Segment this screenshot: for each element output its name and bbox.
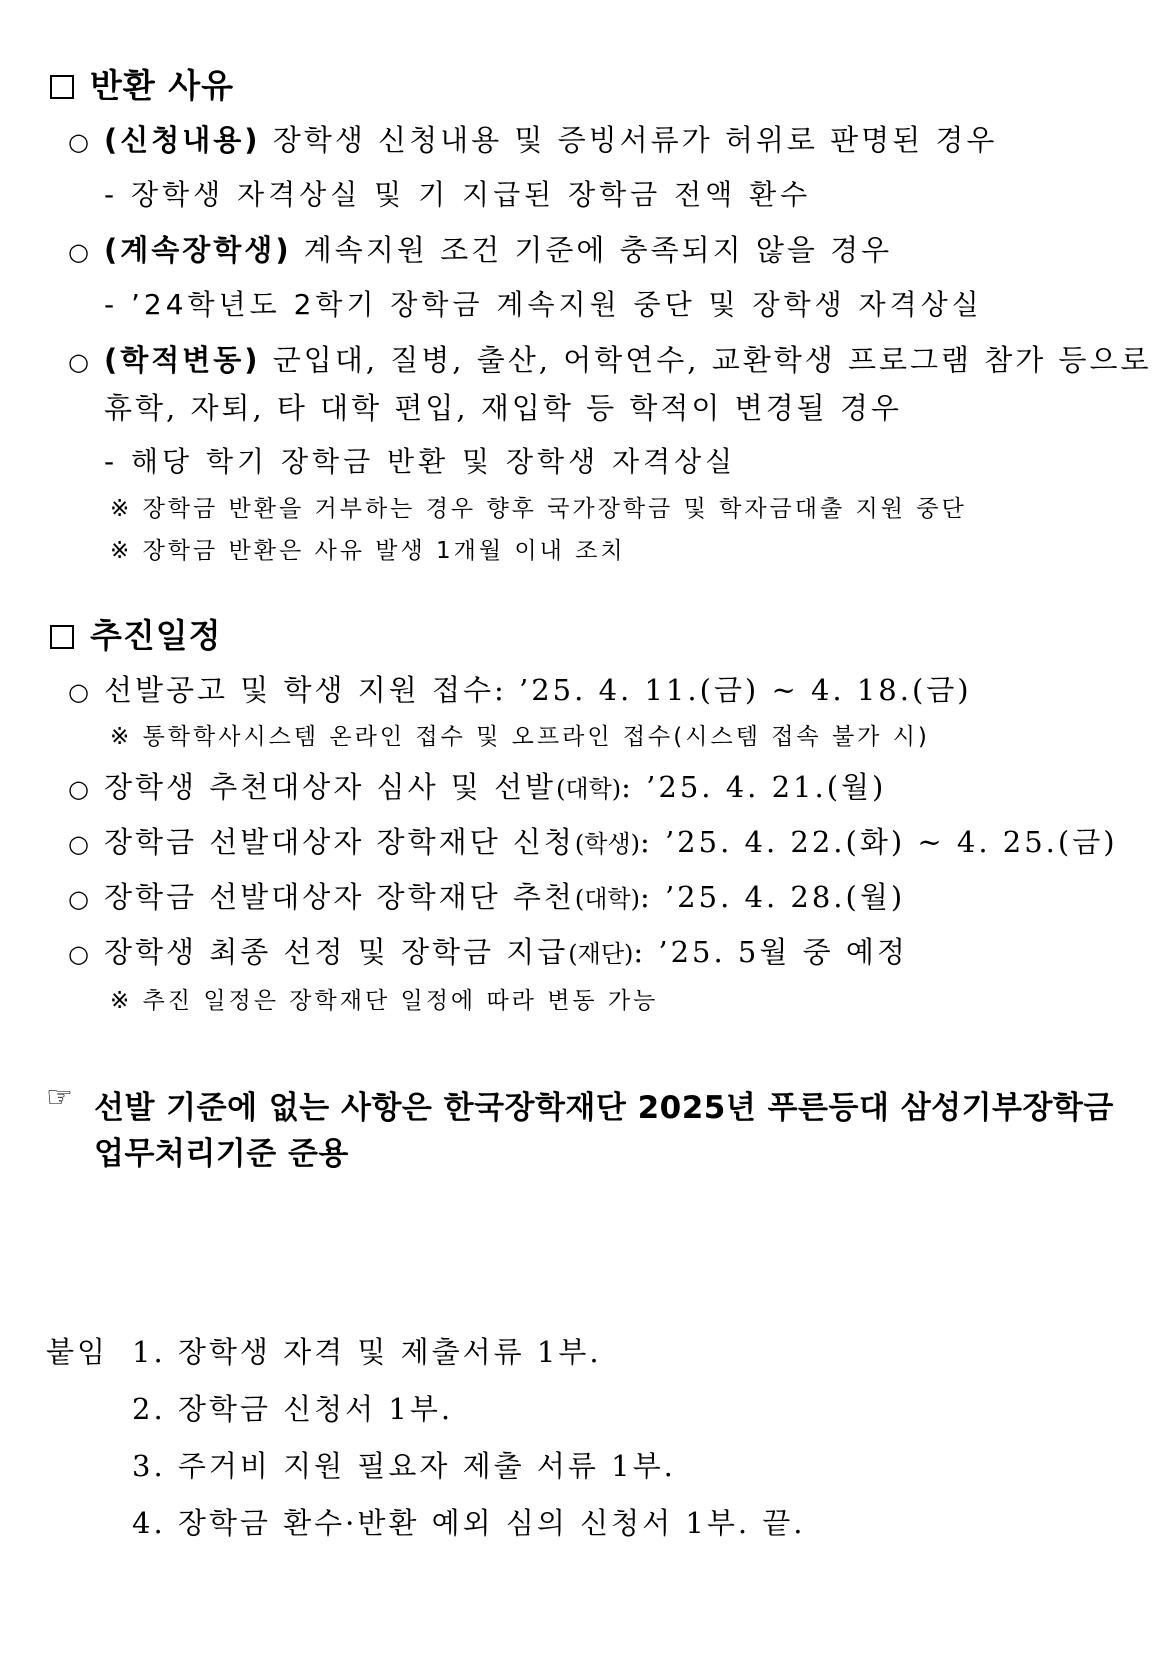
schedule-item-foundation-apply: ○ 장학금 선발대상자 장학재단 신청(학생): ’25. 4. 22.(화) ~ 4. 25.(금) [68,825,1118,859]
return-item-application: ○ (신청내용) 장학생 신청내용 및 증빙서류가 허위로 판명된 경우 [68,123,998,157]
return-item-application-sub: - 장학생 자격상실 및 기 지급된 장학금 전액 환수 [104,178,812,211]
attachment-item: 4. 장학금 환수·반환 예외 심의 신청서 1부. 끝. [132,1506,806,1540]
schedule-item-announcement: ○ 선발공고 및 학생 지원 접수: ’25. 4. 11.(금) ~ 4. 18.(금) [68,673,972,707]
return-item-academic-change: ○ (학적변동) 군입대, 질병, 출산, 어학연수, 교환학생 프로그램 참가 등으로 [68,343,1152,377]
bullet-circle-icon: ○ [68,775,92,803]
schedule-item-final-selection: ○ 장학생 최종 선정 및 장학금 지급(재단): ’25. 5월 중 예정 [68,935,908,969]
bullet-circle-icon: ○ [68,128,92,156]
return-note-refusal: ※ 장학금 반환을 거부하는 경우 향후 국가장학금 및 학자금대출 지원 중단 [110,496,967,522]
return-item-academic-change-sub: - 해당 학기 장학금 반환 및 장학생 자격상실 [104,445,737,478]
attachment-item: 2. 장학금 신청서 1부. [132,1392,454,1426]
section-heading-schedule: 추진일정 [50,610,222,657]
checkbox-square-icon [50,75,74,99]
return-note-deadline: ※ 장학금 반환은 사유 발생 1개월 이내 조치 [110,538,626,564]
bullet-circle-icon: ○ [68,940,92,968]
return-item-academic-change-line2: 휴학, 자퇴, 타 대학 편입, 재입학 등 학적이 변경될 경우 [104,391,902,425]
section-heading-return: 반환 사유 [50,60,234,107]
return-item-continuing: ○ (계속장학생) 계속지원 조건 기준에 충족되지 않을 경우 [68,233,893,267]
schedule-item-screening: ○ 장학생 추천대상자 심사 및 선발(대학): ’25. 4. 21.(월) [68,770,887,804]
schedule-note-variable: ※ 추진 일정은 장학재단 일정에 따라 변동 가능 [110,988,659,1014]
bullet-circle-icon: ○ [68,830,92,858]
bullet-circle-icon: ○ [68,348,92,376]
pointing-hand-icon: ☞ [46,1080,73,1115]
bullet-circle-icon: ○ [68,885,92,913]
schedule-note-online: ※ 통학학사시스템 온라인 접수 및 오프라인 접수(시스템 접속 불가 시) [110,724,930,750]
bullet-circle-icon: ○ [68,678,92,706]
notice-line1: 선발 기준에 없는 사항은 한국장학재단 2025년 푸른등대 삼성기부장학금 [94,1090,1114,1126]
attachments-label: 붙임 [46,1335,109,1369]
return-item-continuing-sub: - ’24학년도 2학기 장학금 계속지원 중단 및 장학생 자격상실 [104,288,983,321]
attachment-item: 1. 장학생 자격 및 제출서류 1부. [132,1335,602,1369]
checkbox-square-icon [50,625,74,649]
notice-line2: 업무처리기준 준용 [94,1136,349,1172]
attachment-item: 3. 주거비 지원 필요자 제출 서류 1부. [132,1449,676,1483]
schedule-item-foundation-recommend: ○ 장학금 선발대상자 장학재단 추천(대학): ’25. 4. 28.(월) [68,880,906,914]
bullet-circle-icon: ○ [68,238,92,266]
notice [46,1080,73,1115]
